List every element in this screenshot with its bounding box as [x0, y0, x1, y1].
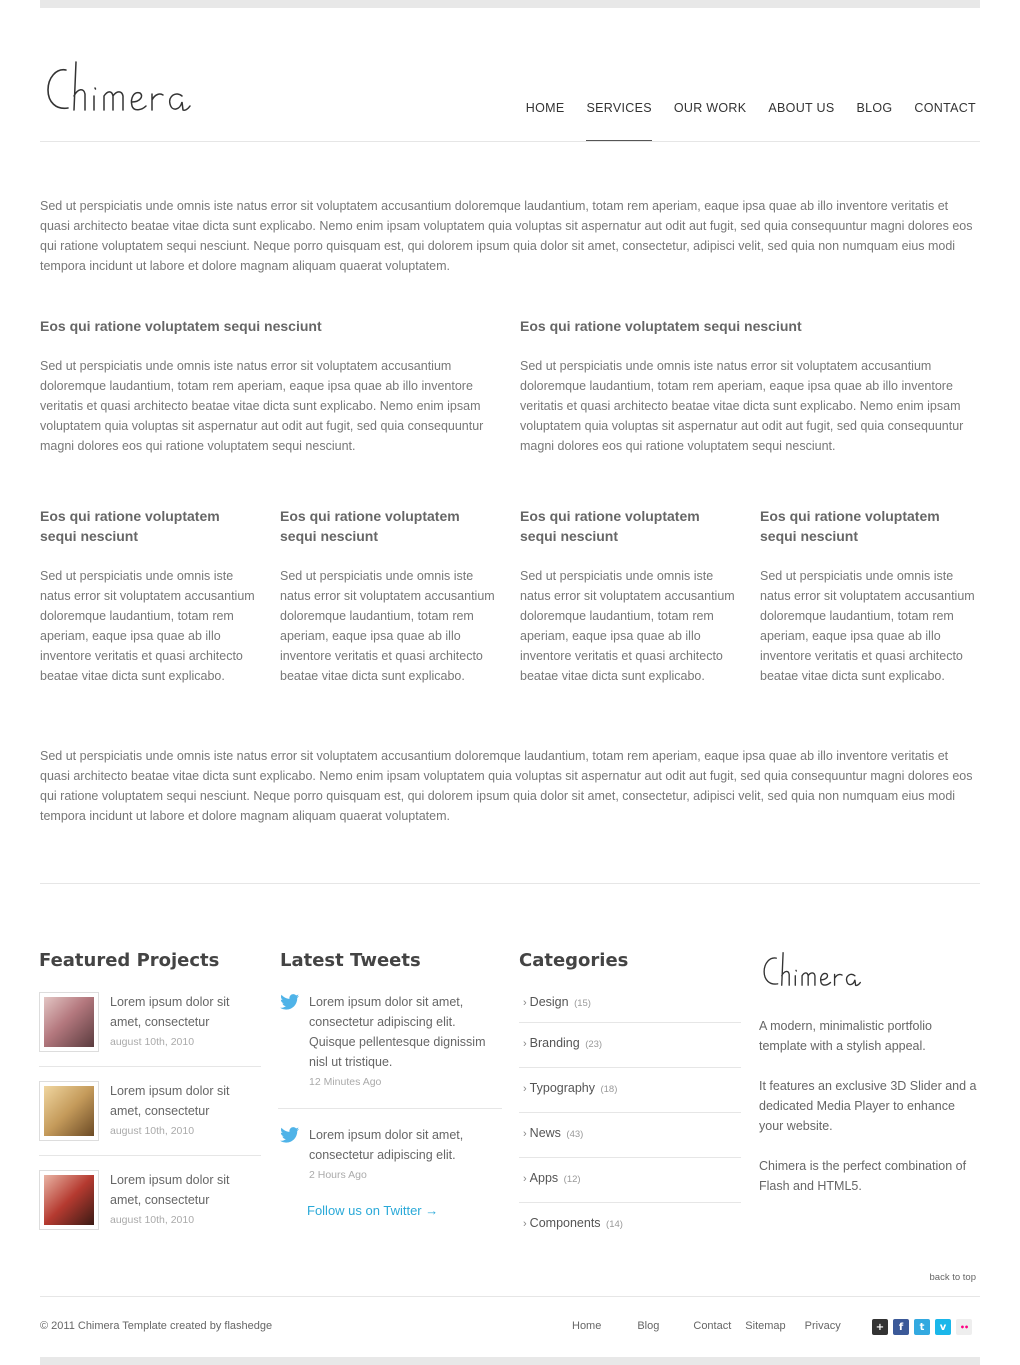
- section-text: Sed ut perspiciatis unde omnis iste natus error sit voluptatem accusantium doloremque laudantium, totam rem aperiam, eaque ipsa quae ab illo inventore veritatis et quasi architecto beatae vitae dicta sunt explicabo. Nemo enim ipsam voluptatem quia voluptas sit aspernatur aut odit aut fugit, sed quia consequuntur magni dolores eos qui ratione voluptatem sequi nesciunt.: [40, 359, 484, 453]
- intro-paragraph: Sed ut perspiciatis unde omnis iste natus error sit voluptatem accusantium doloremque laudantium, totam rem aperiam, eaque ipsa quae ab illo inventore veritatis et quasi architecto beatae vitae dicta sunt explicabo. Nemo enim ipsam voluptatem quia voluptas sit aspernatur aut odit aut fugit, sed quia consequuntur magni dolores eos qui ratione voluptatem sequi nesciunt. Neque porro quisquam est, qui dolorem ipsum quia dolor sit amet, consectetur, adipisci velit, sed quia non numquam eius modi tempora incidunt ut labore et dolore magnam aliquam quaerat voluptatem.: [40, 199, 973, 273]
- project-thumbnail[interactable]: [39, 1170, 99, 1230]
- section-text: Sed ut perspiciatis unde omnis iste natus error sit voluptatem accusantium doloremque laudantium, totam rem aperiam, eaque ipsa quae ab illo inventore veritatis et quasi architecto beatae vitae dicta sunt explicabo.: [520, 569, 735, 683]
- nav-home[interactable]: HOME: [525, 101, 565, 115]
- nav-about-us[interactable]: ABOUT US: [768, 101, 835, 115]
- twitter-bird-icon: [280, 992, 304, 1092]
- category-item[interactable]: [519, 1203, 741, 1248]
- project-item[interactable]: [39, 1081, 261, 1156]
- flickr-icon[interactable]: ••: [956, 1319, 972, 1335]
- bottom-divider: [40, 1296, 980, 1297]
- category-item[interactable]: [519, 1158, 741, 1203]
- footer-logo: [759, 950, 981, 992]
- footer-link-sitemap[interactable]: Sitemap: [745, 1320, 786, 1332]
- section-text: Sed ut perspiciatis unde omnis iste natus error sit voluptatem accusantium doloremque laudantium, totam rem aperiam, eaque ipsa quae ab illo inventore veritatis et quasi architecto beatae vitae dicta sunt explicabo.: [40, 569, 255, 683]
- section-text: Sed ut perspiciatis unde omnis iste natus error sit voluptatem accusantium doloremque laudantium, totam rem aperiam, eaque ipsa quae ab illo inventore veritatis et quasi architecto beatae vitae dicta sunt explicabo.: [760, 569, 975, 683]
- two-col-block-2: [520, 316, 975, 456]
- project-title[interactable]: Lorem ipsum dolor sit amet, consectetur: [110, 1084, 230, 1118]
- project-title[interactable]: Lorem ipsum dolor sit amet, consectetur: [110, 1173, 230, 1207]
- project-item[interactable]: [39, 992, 261, 1067]
- section-heading: Eos qui ratione voluptatem sequi nesciunt: [280, 508, 460, 544]
- latest-tweets-title: Latest Tweets: [280, 950, 421, 971]
- tweet-text: Lorem ipsum dolor sit amet, consectetur adipiscing elit.: [309, 1128, 464, 1162]
- project-thumbnail[interactable]: [39, 992, 99, 1052]
- category-name: Components: [529, 1216, 601, 1230]
- section-heading: Eos qui ratione voluptatem sequi nesciunt: [760, 508, 940, 544]
- outro-paragraph: Sed ut perspiciatis unde omnis iste natus error sit voluptatem accusantium doloremque laudantium, totam rem aperiam, eaque ipsa quae ab illo inventore veritatis et quasi architecto beatae vitae dicta sunt explicabo. Nemo enim ipsam voluptatem quia voluptas sit aspernatur aut odit aut fugit, sed quia consequuntur magni dolores eos qui ratione voluptatem sequi nesciunt. Neque porro quisquam est, qui dolorem ipsum quia dolor sit amet, consectetur, adipisci velit, sed quia non numquam eius modi tempora incidunt ut labore et dolore magnam aliquam quaerat voluptatem.: [40, 749, 973, 823]
- category-count: (14): [606, 1219, 623, 1230]
- chimera-logo-icon: [44, 58, 214, 120]
- top-bar: [40, 0, 980, 8]
- follow-twitter-link[interactable]: Follow us on Twitter →: [307, 1203, 439, 1218]
- bottom-bar: [40, 1357, 980, 1365]
- chevron-right-icon: ›: [523, 1128, 527, 1140]
- tweet-text: Lorem ipsum dolor sit amet, consectetur adipiscing elit. Quisque pellentesque dignissim nisl ut tristique.: [309, 995, 486, 1069]
- chevron-right-icon: ›: [523, 997, 527, 1009]
- about-text: Chimera is the perfect combination of Flash and HTML5.: [759, 1159, 967, 1193]
- footer-link-home[interactable]: Home: [572, 1320, 602, 1332]
- about-text: It features an exclusive 3D Slider and a dedicated Media Player to enhance your website.: [759, 1079, 977, 1133]
- category-item[interactable]: [519, 1023, 741, 1068]
- category-count: (18): [600, 1084, 618, 1095]
- section-heading: Eos qui ratione voluptatem sequi nesciunt: [40, 318, 322, 334]
- chevron-right-icon: ›: [523, 1038, 527, 1050]
- category-item[interactable]: [519, 1113, 741, 1158]
- category-count: (15): [574, 998, 591, 1009]
- category-name: Branding: [529, 1036, 580, 1050]
- featured-projects: [39, 948, 261, 1258]
- project-thumbnail[interactable]: [39, 1081, 99, 1141]
- main-nav: [515, 100, 980, 142]
- project-date: august 10th, 2010: [110, 1214, 195, 1226]
- four-col-block-2: [280, 506, 495, 686]
- chevron-right-icon: ›: [523, 1173, 527, 1185]
- nav-blog[interactable]: BLOG: [856, 101, 893, 115]
- social-links: [872, 1319, 972, 1335]
- footer-link-blog[interactable]: Blog: [637, 1320, 660, 1332]
- category-name: Typography: [529, 1081, 595, 1095]
- category-count: (23): [585, 1039, 603, 1050]
- chimera-logo-icon: [759, 950, 879, 992]
- two-col-block-1: [40, 316, 495, 456]
- section-heading: Eos qui ratione voluptatem sequi nesciunt: [520, 508, 700, 544]
- section-text: Sed ut perspiciatis unde omnis iste natus error sit voluptatem accusantium doloremque laudantium, totam rem aperiam, eaque ipsa quae ab illo inventore veritatis et quasi architecto beatae vitae dicta sunt explicabo. Nemo enim ipsam voluptatem quia voluptas sit aspernatur aut odit aut fugit, sed quia consequuntur magni dolores eos qui ratione voluptatem sequi nesciunt.: [520, 359, 964, 453]
- footer-link-contact[interactable]: Contact: [693, 1320, 732, 1332]
- categories: [519, 948, 741, 1248]
- category-count: (12): [563, 1174, 581, 1185]
- tweet-item: [278, 992, 502, 1109]
- category-name: News: [529, 1126, 561, 1140]
- twitter-icon[interactable]: t: [914, 1319, 930, 1335]
- nav-contact[interactable]: CONTACT: [914, 101, 976, 115]
- plus-icon[interactable]: +: [872, 1319, 888, 1335]
- category-name: Design: [529, 995, 569, 1009]
- section-heading: Eos qui ratione voluptatem sequi nesciunt: [520, 318, 802, 334]
- four-col-block-4: [760, 506, 975, 686]
- header-divider: [40, 141, 980, 142]
- latest-tweets: [280, 948, 502, 1221]
- tweet-time: 12 Minutes Ago: [309, 1076, 382, 1088]
- category-item[interactable]: [519, 992, 741, 1023]
- copyright: © 2011 Chimera Template created by flashedge: [40, 1320, 273, 1332]
- project-date: august 10th, 2010: [110, 1125, 195, 1137]
- category-name: Apps: [529, 1171, 559, 1185]
- section-heading: Eos qui ratione voluptatem sequi nesciunt: [40, 508, 220, 544]
- categories-title: Categories: [519, 950, 629, 971]
- project-date: august 10th, 2010: [110, 1036, 195, 1048]
- back-to-top-link[interactable]: back to top: [929, 1272, 976, 1283]
- chevron-right-icon: ›: [523, 1218, 527, 1230]
- four-col-block-3: [520, 506, 735, 686]
- category-item[interactable]: [519, 1068, 741, 1113]
- nav-our-work[interactable]: OUR WORK: [673, 101, 747, 115]
- section-text: Sed ut perspiciatis unde omnis iste natus error sit voluptatem accusantium doloremque laudantium, totam rem aperiam, eaque ipsa quae ab illo inventore veritatis et quasi architecto beatae vitae dicta sunt explicabo.: [280, 569, 495, 683]
- vimeo-icon[interactable]: v: [935, 1319, 951, 1335]
- footer-link-privacy[interactable]: Privacy: [804, 1320, 841, 1332]
- tweet-time: 2 Hours Ago: [309, 1169, 367, 1181]
- twitter-bird-icon: [280, 1125, 304, 1185]
- about-block: [759, 948, 981, 1216]
- site-logo[interactable]: [44, 58, 214, 120]
- about-text: A modern, minimalistic portfolio template with a stylish appeal.: [759, 1019, 932, 1053]
- four-col-block-1: [40, 506, 255, 686]
- facebook-icon[interactable]: f: [893, 1319, 909, 1335]
- footer-nav: [560, 1320, 852, 1332]
- category-count: (43): [566, 1129, 584, 1140]
- nav-services[interactable]: SERVICES: [575, 100, 662, 142]
- project-item[interactable]: [39, 1170, 261, 1244]
- tweet-item: [278, 1125, 502, 1193]
- project-title[interactable]: Lorem ipsum dolor sit amet, consectetur: [110, 995, 230, 1029]
- category-list: [519, 992, 741, 1248]
- featured-projects-title: Featured Projects: [39, 950, 220, 971]
- footer-divider: [40, 883, 980, 884]
- chevron-right-icon: ›: [523, 1083, 527, 1095]
